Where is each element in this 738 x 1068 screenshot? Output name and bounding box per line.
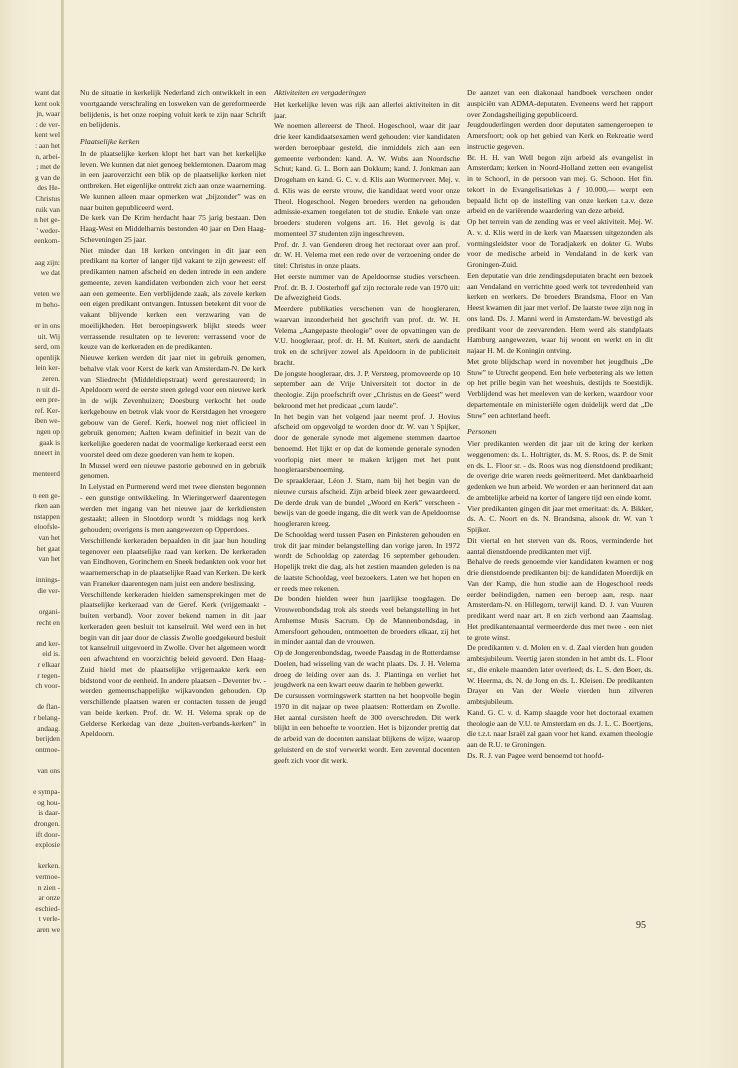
paragraph: De cursussen vormingswerk startten na het hoopvolle begin 1970 in dit najaar op twee plaatsen: Rotterdam en Zwolle. Het aantal cursisten heeft de 300 overschreden. Dit werk blijkt in een behoefte te voorzien. Het is bijzonder prettig dat de arbeid van de docenten aanslaat blijkens de wijze, waarop geluisterd en de stof verwerkt wordt. Een zevental docenten geeft zich voor dit werk. — [274, 691, 460, 765]
prev-fragment-line — [0, 851, 60, 862]
paragraph: Op het terrein van de zending was er veel aktiviteit. Mej. W. A. v. d. Klis werd in de kerk van Maarssen uitgezonden als vormingsleidster voor de Toradjakerk en dokter G. Wubs voor de medische arbeid in Vendaland in de kerk van Groningen-Zuid. — [467, 217, 653, 269]
prev-fragment-line: des He- — [37, 183, 60, 193]
text-column-right — [467, 88, 653, 762]
prev-fragment-line: lein ker- — [35, 363, 60, 373]
prev-fragment-line: r belang- — [33, 713, 60, 723]
prev-fragment-line: iben we- — [34, 416, 60, 426]
prev-fragment-line: eschied- — [35, 903, 60, 913]
prev-fragment-line: veten we — [33, 289, 60, 299]
page-number: 95 — [636, 920, 646, 931]
prev-fragment-line: Christus — [35, 193, 60, 203]
prev-fragment-line: nstappen — [33, 511, 60, 521]
prev-fragment-line: kerken. — [38, 861, 60, 871]
paragraph: Op de Jongerenbondsdag, tweede Paasdag in de Rotterdamse Doelen, had wisseling van de wacht plaats. Ds. J. H. Velema droeg de leiding over aan ds. J. Plantinga en verliet het jeugdwerk na een kwart eeuw daarin te hebben gewerkt. — [274, 648, 460, 690]
previous-page-column-fragment — [0, 88, 60, 988]
prev-fragment-line: g van de — [34, 172, 60, 182]
prev-fragment-line: nneert in — [33, 448, 60, 458]
prev-fragment-line: n een ge- — [32, 490, 60, 500]
paragraph: Prof. dr. J. van Genderen droeg het rectoraat over aan prof. dr. W. H. Velema met een rede over de verzoening onder de titel: Christus in onze plaats. — [274, 239, 460, 270]
paragraph: We noemen allereerst de Theol. Hogeschool, waar dit jaar drie keer kandidaatsexamen werd gehouden: vier kandidaten werden beroepbaar gesteld, die inmiddels zich aan een gemeente verbonden: kand. A. W. Wubs aan Noordsche Schut; kand. G. L. Born aan Dokkum; kand. J. Jonkman aan Drogeham en kand. G. C. v. d. Klis aan Wormerveer. Mej. v. d. Klis was de eerste vrouw, die kandidaat werd voor onze Theol. Hogeschool. Negen broeders werden na gehouden admissie-examen toegelaten tot de studie. Enkele van onze broeders studeren volgens art. 16. Het gevolg is dat momenteel 37 studenten zijn ingeschreven. — [274, 121, 460, 238]
paragraph: Vier predikanten werden dit jaar uit de kring der kerken weggenomen: ds. L. Holtrigter, ds. M. S. Roos, ds. P. de Smit en ds. L. Floor sr. - ds. Roos was nog dienstdoend predikant; de overige drie waren reeds geëmeriteerd. Met dankbaarheid gedenken we hun arbeid. We worden er aan herinnerd dat aan de ambtelijke arbeid na korter of langere tijd een einde komt. — [467, 439, 653, 502]
prev-fragment-line: recht en — [36, 617, 60, 627]
paragraph: In het begin van het volgend jaar neemt prof. J. Hovius afscheid om opgevolgd te worden door dr. W. van 't Spijker, door de generale synode met algemene stemmen daartoe benoemd. Het lijkt er op dat de komende generale synoden voorlopig niet meer te maken krijgen met het punt hoogleraarsbenoeming. — [274, 411, 460, 475]
paragraph: Br. H. H. van Well begon zijn arbeid als evangelist in Amsterdam; kerken in Noord-Holland zetten een evangelist in te Schoorl, in de persoon van mej. G. Schoon. Het fin. tekort in de Evangelisatiekas à ƒ 10.000,— werpt een bepaald licht op de instelling van onze kerken t.a.v. deze arbeid en de variërende waardering van deze arbeid. — [467, 152, 653, 216]
prev-fragment-line: innings- — [35, 575, 60, 585]
prev-fragment-line — [0, 597, 60, 608]
prev-fragment-line: een pre- — [35, 395, 60, 405]
section-heading: Plaatselijke kerken — [80, 137, 140, 146]
prev-fragment-line: ch voor- — [35, 681, 60, 691]
paragraph: Verschillende kerkeraden hielden samensprekingen met de plaatselijke kerkeraad van de Geref. Kerk (vrijgemaakt - buiten verband). Voor zover bekend namen in dit jaar kerkeraden geen besluit tot kanselruil. Wel werd een in het begin van dit jaar door de classis Zwolle goedgekeurd besluit tot kanselruil uitgevoerd in Zwolle. Over het algemeen wordt een afwachtend en voorzichtig beleid gevoerd. Den Haag-Zuid hield met de plaatselijke vrijgemaakte kerk een bidstond voor de eenheid. In andere plaatsen - Deventer bv. - werden gemeenschappelijke wijkavonden gehouden. Op verschillende plaatsen waren er contacten tussen de jeugd van beide kerken. Prof. dr. W. H. Velema sprak op de Gelderse Kerkedag van deze „buiten-verbands-kerken” in Apeldoorn. — [80, 589, 266, 739]
paragraph: In Lelystad en Purmerend werd met twee diensten begonnen - een gunstige ontwikkeling. In Wieringerwerf daarentegen werden met ingang van het nieuwe jaar de kerkdiensten gestaakt; alleen in Slootdorp wordt 's middags nog kerk gehouden; overigens is men aangewezen op Opperdoes. — [80, 482, 266, 534]
prev-fragment-line: eid is. — [42, 649, 60, 659]
paragraph: Ds. R. J. van Pagee werd benoemd tot hoofd- — [467, 750, 604, 760]
paragraph: In Mussel werd een nieuwe pastorie gebouwd en in gebruik genomen. — [80, 460, 266, 481]
prev-fragment-line: ontmoe- — [35, 744, 60, 754]
prev-fragment-line: de flan- — [37, 702, 60, 712]
prev-fragment-line: andaag. — [37, 723, 60, 733]
prev-fragment-line: ; met de — [36, 162, 60, 172]
prev-fragment-line: jn, waar — [36, 109, 60, 119]
prev-fragment-line: kent wel — [34, 130, 60, 140]
prev-fragment-line — [0, 628, 60, 639]
paragraph: De kerk van De Krim herdacht haar 75 jarig bestaan. Den Haag-West en Middelharnis bestonden 40 jaar en Den Haag-Scheveningen 25 jaar. — [80, 213, 266, 244]
prev-fragment-line: organi- — [38, 607, 60, 617]
prev-fragment-line — [0, 565, 60, 576]
paragraph: Meerdere publikaties verschenen van de hoogleraren, waarvan inzonderheid het geschrift van prof. dr. W. H. Velema „Aangepaste theologie” over de opvattingen van de V.U. hoogleraar, prof. dr. H. M. Kuitert, sterk de aandacht trok en de schrijver zowel als Apeldoorn in de publiciteit bracht. — [274, 304, 460, 367]
prev-fragment-line — [0, 459, 60, 470]
prev-fragment-line: menteerd — [32, 469, 60, 479]
paragraph: De Schooldag werd tussen Pasen en Pinksteren gehouden en trok dit jaar minder belangstelling dan vorige jaren. In 1972 wordt de Schooldag op zaterdag 16 september gehouden. Hopelijk trekt die dag, als het zestien maanden geleden is na de laatste Schooldag, veel bezoekers. Laten we het hopen en er reeds mee rekenen. — [274, 529, 460, 593]
prev-fragment-line: og hou- — [37, 797, 60, 807]
paragraph: Vier predikanten gingen dit jaar met emeritaat: ds. A. Bikker, ds. A. C. Noort en ds. N. Brandsma, alsook dr. W. van 't Spijker. — [467, 503, 653, 534]
prev-fragment-line: openlijk — [35, 352, 60, 362]
prev-fragment-line: van het — [38, 532, 60, 542]
prev-fragment-line: gaak is — [39, 437, 60, 447]
prev-fragment-line: kent ook — [34, 98, 60, 108]
prev-fragment-line: and ker- — [35, 638, 60, 648]
prev-fragment-line — [0, 480, 60, 491]
prev-fragment-line — [0, 279, 60, 290]
prev-fragment-line — [0, 247, 60, 258]
prev-fragment-line — [0, 755, 60, 766]
prev-fragment-line: : aan het — [34, 140, 60, 150]
prev-fragment-line: t verle- — [38, 914, 60, 924]
prev-fragment-line — [0, 777, 60, 788]
prev-fragment-line: eenkom- — [34, 236, 60, 246]
prev-fragment-line: ift door- — [35, 829, 60, 839]
prev-fragment-line: ar onze — [38, 893, 60, 903]
prev-fragment-line: van ons — [37, 766, 60, 775]
prev-fragment-line: berijden — [35, 734, 60, 744]
paragraph: Jeugdouderlingen werden door deputaten samengeroepen te Amersfoort; ook op het gebied van Kerk en Rekreatie werd instructie gegeven. — [467, 120, 653, 151]
paragraph: Nieuwe kerken werden dit jaar niet in gebruik genomen, behalve vlak voor Kerst de kerk van Amsterdam-N. De kerk van Sliedrecht (Middeldiepstraat) werd gerestaureerd; in Apeldoorn werd de eerste steen gelegd voor een nieuwe kerk in de wijk Zevenhuizen; Doesburg verkocht het oude kerkgebouw en betrok vlak voor de Kerstdagen het vroegere gebouw van de Geref. Kerk, hoewel nog niet officieel in gebruik genomen; Aalten kwam definitief in bezit van de kerkelijke goederen nadat de voormalige kerkeraad eerst een voorstel deed om deze goederen van hem te kopen. — [80, 353, 266, 459]
prev-fragment-line: r elkaar — [37, 660, 60, 670]
paragraph: Met grote blijdschap werd in november het jeugdhuis „De Stuw” te Utrecht geopend. Een hele verbetering als we letten op het prille begin van het weeshuis, destijds te Soestdijk. Verblijdend was het meeleven van de kerken, waardoor voor departementale en ministeriële ogen duidelijk werd dat „De Stuw” een achterland heeft. — [467, 356, 653, 420]
prev-fragment-line: drongen. — [33, 818, 60, 828]
paragraph: Nu de situatie in kerkelijk Nederland zich ontwikkelt in een voortgaande verschraling en losweken van de gereformeerde belijdenis, is het onze roeping voluit kerk te zijn naar Schrift en belijdenis. — [80, 88, 266, 130]
paragraph: De jongste hoogleraar, drs. J. P. Versteeg, promoveerde op 10 september aan de Vrije Universiteit tot doctor in de theologie. Zijn proefschrift over „Christus en de Geest” werd bekroond met het predicaat „cum laude”. — [274, 368, 460, 410]
paragraph: De bonden hielden weer hun jaarlijkse toogdagen. De Vrouwenbondsdag trok als steeds veel belangstelling in het Arnhemse Musis Sacrum. Op de Mannenbondsdag, in Amersfoort gehouden, ontmoetten de broeders elkaar, zij het in minder aantal dan de vrouwen. — [274, 594, 460, 647]
prev-fragment-line — [0, 692, 60, 703]
prev-fragment-line — [0, 310, 60, 321]
section-heading: Personen — [467, 427, 497, 437]
prev-fragment-line: n, arbei- — [35, 151, 60, 161]
prev-fragment-line: is daar- — [38, 808, 60, 818]
prev-fragment-line: aren we — [36, 924, 60, 934]
prev-fragment-line: ngen op — [36, 427, 60, 436]
paragraph: De spraakleraar, Léon J. Stam, nam bij het begin van de nieuwe cursus afscheid. Zijn arbeid bleek zeer gewaardeerd. De derde druk van de bundel „Woord en Kerk” verscheen - bewijs van de goede ingang, die dit werk van de Apeldoornse hoogleraren kreeg. — [274, 476, 460, 528]
prev-fragment-line: n zien - — [37, 882, 60, 892]
paragraph: Behalve de reeds genoemde vier kandidaten kwamen er nog drie dienstdoende predikanten bij: de kandidaten Moerdijk en Van der Kamp, die hun studie aan de Hogeschool reeds eerder beëindigden, namen een beroep aan, resp. naar Amsterdam-N. en Hillegom, terwijl kand. D. J. van Vuuren predikant werd naar art. 8 en zich verbond aan Zaamslag. Het predikantenaantal vermeerderde dus met twee - een niet te grote winst. — [467, 557, 653, 642]
paragraph: Niet minder dan 18 kerken ontvingen in dit jaar een predikant na korter of langer tijd vakant te zijn geweest: elf predikanten namen afscheid en deden intrede in een andere gemeente, zeven kandidaten verbonden zich voor het eerst aan een gemeente. Een verblijdende zaak, als zovele kerken een eigen predikant ontvangen. Intussen betekent dit voor de vakant blijvende kerken een verzwaring van de moeilijkheden. Het beroepingswerk blijkt steeds weer verrassende resultaten op te leveren: verrassend voor de keuze van de kerkeraden en de predikanten. — [80, 245, 266, 352]
paragraph: In de plaatselijke kerken klopt het hart van het kerkelijke leven. We kunnen dat niet genoeg beklemtonen. Daarom mag in een jaaroverzicht een blik op de plaatselijke kerken niet ontbreken. Het eigenlijke onttrekt zich aan onze waarneming. We kunnen alleen maar opmerken wat „bijzonder” was en naar buiten gepubliceerd werd. — [80, 148, 266, 212]
paragraph: Dit viertal en het sterven van ds. Roos, verminderde het aantal dienstdoende predikanten met vijf. — [467, 535, 653, 556]
paragraph: Het eerste nummer van de Apeldoornse studies verscheen. Prof. dr. B. J. Oosterhoff gaf zijn rectorale rede van 1970 uit: De afwezigheid Gods. — [274, 271, 460, 303]
paragraph: Het kerkelijke leven was rijk aan allerlei aktiviteiten in dit jaar. — [274, 99, 460, 120]
text-column-left — [80, 88, 266, 740]
paragraph: De predikanten v. d. Molen en v. d. Zaal vierden hun gouden ambtsjubileum. Veertig jaren stonden in het ambt ds. L. Floor sr., die enkele maanden later overleed; ds. L. S. den Boer, ds. W. Heerma, ds. N. de Jong en ds. L. Kleisen. De predikanten Drayer en Van der Weele vierden hun zilveren ambtsjubileum. — [467, 643, 653, 706]
paragraph: Verschillende kerkeraden bepaalden in dit jaar hun houding tegenover een plaatselijke raad van kerken. De kerkeraden van Eindhoven, Gorinchem en Sneek bedankten ook voor het waarnemerschap in de plaatselijke Raad van Kerken. De kerk van Franeker daarentegen nam juist een andere beslissing. — [80, 535, 266, 588]
prev-fragment-line: die ver- — [37, 585, 60, 595]
paragraph: Kand. G. C. v. d. Kamp slaagde voor het doctoraal examen theologie aan de V.U. te Amsterdam en ds. J. L. C. Boertjens, die t.z.t. naar Israël zal gaan voor het kand. examen theologie aan de R.U. te Groningen. — [467, 707, 653, 749]
prev-fragment-line: eloofsle- — [34, 522, 60, 532]
section-heading: Aktiviteiten en vergaderingen — [274, 88, 366, 97]
prev-fragment-line: n uit di- — [36, 384, 60, 394]
prev-fragment-line: we dat — [40, 268, 60, 278]
prev-fragment-line: e sympa- — [33, 787, 60, 797]
prev-fragment-line: ref. Ker- — [34, 405, 60, 415]
prev-fragment-line: r tegen- — [37, 670, 60, 680]
prev-fragment-line: m beho- — [35, 299, 60, 309]
prev-fragment-line: zeren. — [42, 374, 60, 384]
prev-fragment-line: ' weder- — [36, 225, 60, 235]
prev-fragment-line: want dat — [34, 88, 60, 97]
prev-fragment-line: van het — [38, 554, 60, 564]
prev-fragment-line: : de ver- — [35, 119, 60, 129]
prev-fragment-line: rken aan — [34, 501, 60, 511]
prev-fragment-line: het gaat — [36, 543, 60, 553]
prev-fragment-line: serd, om — [34, 342, 60, 352]
prev-fragment-line: aag zijn: — [34, 257, 60, 267]
prev-fragment-line: vermoe- — [35, 871, 60, 881]
text-column-middle — [274, 88, 460, 766]
prev-fragment-line: ruik van — [35, 204, 60, 214]
prev-fragment-line: uit. Wij — [37, 331, 60, 341]
prev-fragment-line: n het ge- — [34, 215, 60, 225]
prev-fragment-line: er in ons — [34, 321, 60, 331]
paragraph: De aanzet van een diakonaal handboek verscheen onder auspiciën van ADMA-deputaten. Eveneens werd het rapport over Zondagsheiliging gepubliceerd. — [467, 88, 653, 119]
prev-fragment-line: explosie — [35, 840, 60, 850]
page-gutter — [61, 0, 64, 1068]
paragraph: Een deputatie van drie zendingsdeputaten bracht een bezoek aan Vendaland en verrichtte goed werk tot tevredenheid van kerken en werkers. De broeders Brandsma, Floor en Van Heest kwamen dit jaar met verlof. De laatste twee zijn nog in ons land. Ds. J. Manni werd in Amsterdam-W. bevestigd als predikant voor de zeevarenden. Hem werd als standplaats Hamburg aangewezen, waar hij woont en werkt en in dit najaar H. M. de Koningin ontving. — [467, 270, 653, 355]
